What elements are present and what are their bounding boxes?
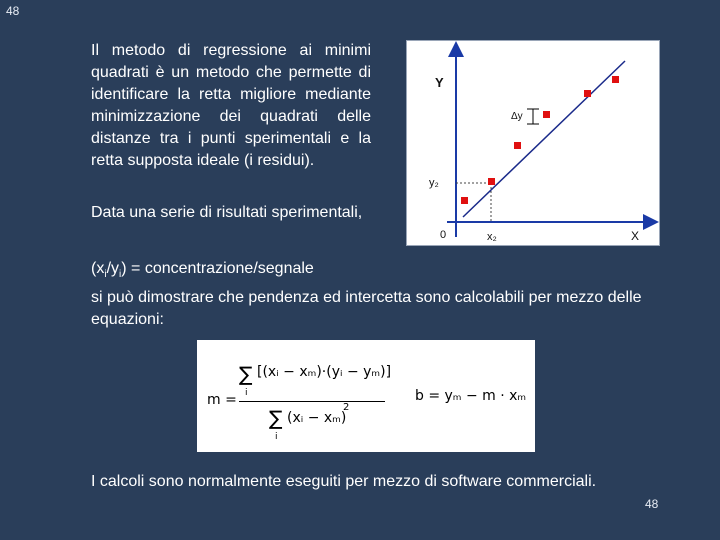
- data-point: [543, 111, 550, 118]
- data-point: [612, 76, 619, 83]
- x-axis-label: X: [631, 229, 640, 243]
- denominator-expression: (xᵢ − xₘ): [287, 410, 347, 426]
- denominator-power: 2: [343, 402, 350, 413]
- pair-rest: ) = concentrazione/segnale: [121, 260, 314, 277]
- data-point: [584, 90, 591, 97]
- regression-plot-svg: [407, 41, 659, 245]
- y-axis-label: Y: [435, 75, 444, 90]
- origin-label: 0: [440, 229, 447, 241]
- software-note-paragraph: I calcoli sono normalmente eseguiti per mezzo di software commerciali.: [91, 473, 597, 490]
- slope-lhs: m =: [207, 392, 237, 408]
- equations-intro-paragraph: si può dimostrare che pendenza ed intercetta sono calcolabili per mezzo delle equazioni:: [91, 289, 642, 328]
- numerator-sum: ∑: [239, 362, 253, 386]
- slide-number-top: 48: [6, 4, 20, 18]
- y2-label: y₂: [429, 177, 439, 189]
- pair-slash: /y: [106, 260, 120, 277]
- data-point: [461, 197, 468, 204]
- denominator-sum-index: i: [275, 432, 278, 442]
- numerator-expression: [(xᵢ − xₘ)·(yᵢ − yₘ)]: [257, 364, 392, 380]
- pair-open: (x: [91, 260, 105, 277]
- pair-sub-2: i: [119, 269, 122, 280]
- intercept-equation: b = yₘ − m · xₘ: [415, 388, 527, 404]
- pair-notation: [91, 258, 491, 286]
- numerator-sum-index: i: [245, 388, 248, 398]
- regression-plot: [406, 40, 660, 246]
- denominator-sum: ∑: [269, 406, 283, 430]
- pair-sub-1: i: [104, 269, 107, 280]
- data-series-paragraph: Data una serie di risultati sperimentali,: [91, 204, 363, 221]
- delta-y-label: Δy: [511, 111, 523, 122]
- fraction-bar: [239, 401, 385, 402]
- data-point: [514, 142, 521, 149]
- data-point: [488, 178, 495, 185]
- regression-line: [463, 61, 625, 217]
- intro-paragraph: Il metodo di regressione ai minimi quadrati è un metodo che permette di identificare la retta migliore mediante minimizzazione dei quadrati delle distanze tra i punti sperimentali e la retta supposta ideale (i residui).: [91, 42, 371, 169]
- x2-label: x₂: [487, 231, 497, 243]
- slide-number-bottom: 48: [645, 497, 659, 511]
- formula-box: [197, 340, 535, 452]
